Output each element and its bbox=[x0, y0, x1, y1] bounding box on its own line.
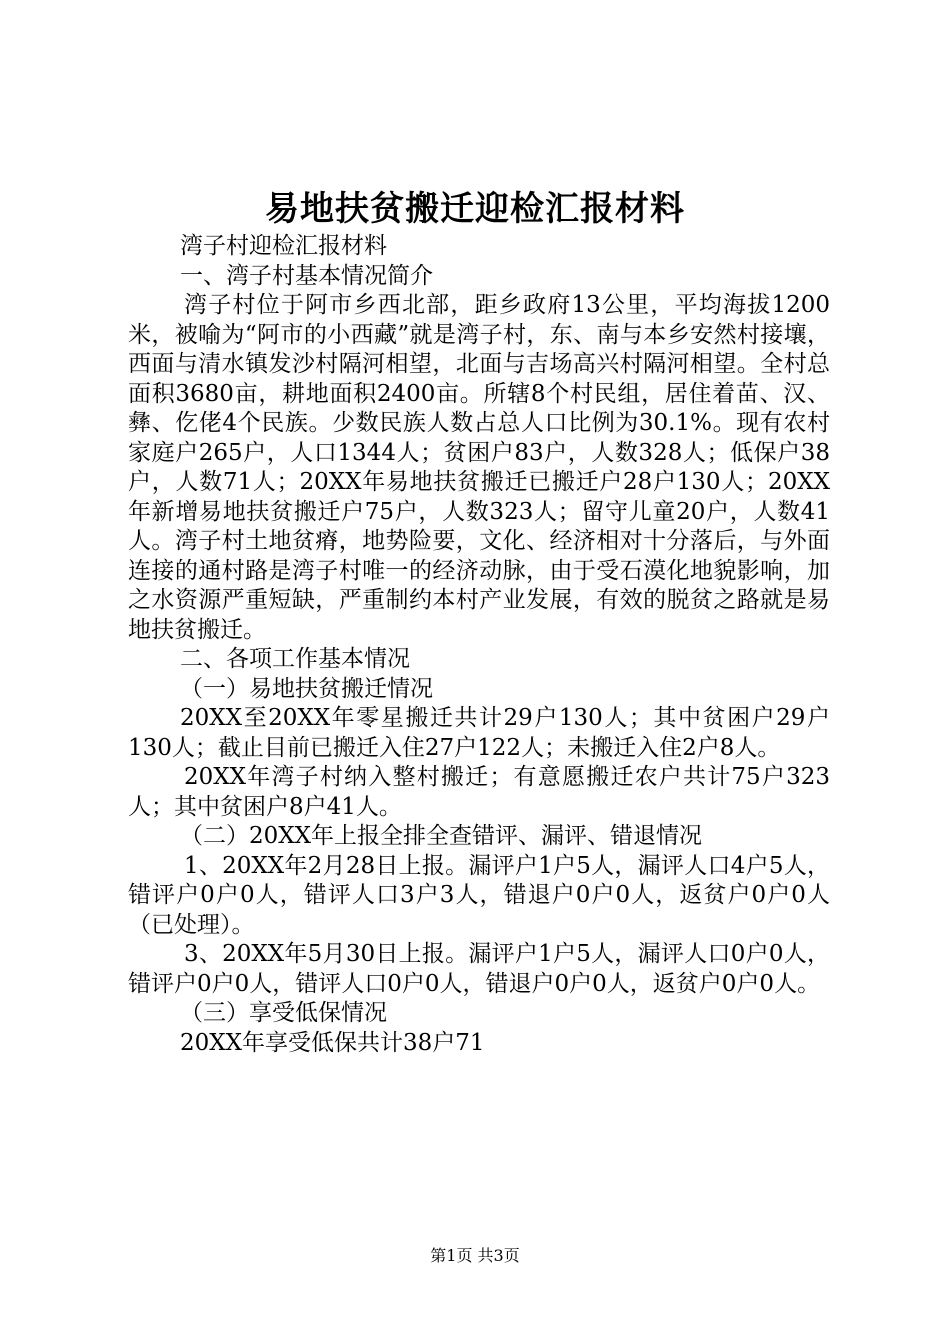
subsection-heading-2: （二）20XX年上报全排全查错评、漏评、错退情况 bbox=[180, 823, 703, 849]
paragraph-relocation-scattered: 20XX至20XX年零星搬迁共计29户130人；其中贫困户29户130人；截止目前已搬迁入住27户122人；未搬迁入住2户8人。 bbox=[128, 705, 830, 761]
subsection-heading-1: （一）易地扶贫搬迁情况 bbox=[180, 675, 433, 702]
paragraph-report-may: 3、20XX年5月30日上报。漏评户1户5人，漏评人口0户0人，错评户0户0人，错评人口0户0人，错退户0户0人，返贫户0户0人。 bbox=[128, 941, 830, 997]
document-body bbox=[128, 232, 830, 1058]
document-title: 易地扶贫搬迁迎检汇报材料 bbox=[265, 189, 685, 229]
paragraph-village-overview: 湾子村位于阿市乡西北部，距乡政府13公里，平均海拔1200米，被喻为“阿市的小西藏”就是湾子村，东、南与本乡安然村接壤，西面与清水镇发沙村隔河相望，北面与吉场高兴村隔河相望。全村总面积3680亩，耕地面积2400亩。所辖8个村民组，居住着苗、汉、彝、仡佬4个民族。少数民族人数占总人口比例为30.1%。现有农村家庭户265户，人口1344人；贫困户83户，人数328人；低保户38户，人数71人；20XX年易地扶贫搬迁已搬迁户28户130人；20XX年新增易地扶贫搬迁户75户，人数323人；留守儿童20户，人数41人。湾子村土地贫瘠，地势险要，文化、经济相对十分落后，与外面连接的通村路是湾子村唯一的经济动脉，由于受石漠化地貌影响，加之水资源严重短缺，严重制约本村产业发展，有效的脱贫之路就是易地扶贫搬迁。 bbox=[128, 292, 830, 643]
paragraph-subtitle: 湾子村迎检汇报材料 bbox=[180, 233, 387, 259]
page-number: 第1页 共3页 bbox=[430, 1246, 520, 1265]
paragraph-subsistence: 20XX年享受低保共计38户71 bbox=[180, 1029, 485, 1056]
section-heading-2: 二、各项工作基本情况 bbox=[180, 646, 410, 672]
paragraph-report-feb: 1、20XX年2月28日上报。漏评户1户5人，漏评人口4户5人，错评户0户0人，错评人口3户3人，错退户0户0人，返贫户0户0人（已处理）。 bbox=[128, 852, 830, 938]
paragraph-relocation-village: 20XX年湾子村纳入整村搬迁；有意愿搬迁农户共计75户323人；其中贫困户8户41人。 bbox=[128, 764, 830, 820]
section-heading-1: 一、湾子村基本情况简介 bbox=[180, 262, 433, 289]
subsection-heading-3: （三）享受低保情况 bbox=[180, 1000, 387, 1026]
